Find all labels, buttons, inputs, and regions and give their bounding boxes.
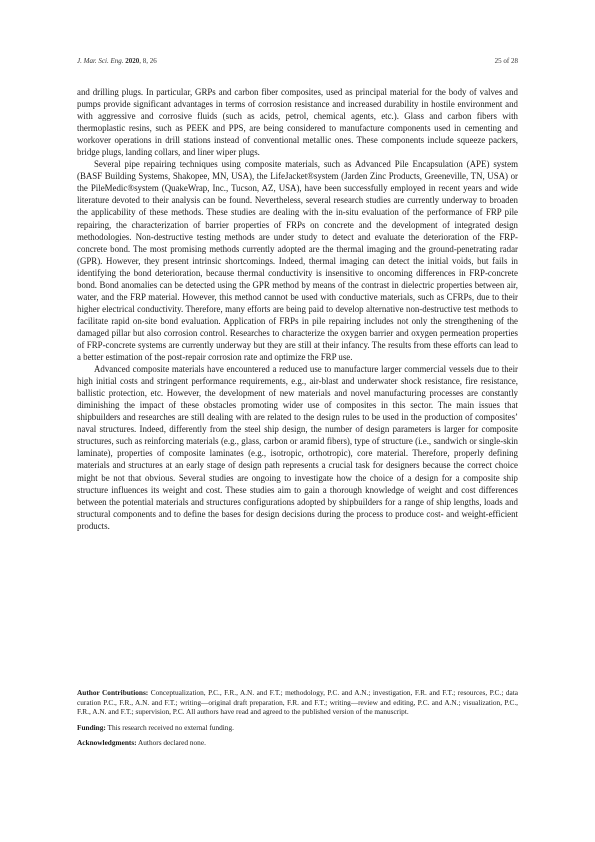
running-header <box>77 57 518 65</box>
acknowledgments <box>77 738 518 748</box>
funding-label: Funding: <box>77 722 106 732</box>
journal-year: 2020 <box>125 57 140 65</box>
author-contributions <box>77 688 518 717</box>
journal-name: J. Mar. Sci. Eng. <box>77 57 124 65</box>
journal-volume-pages: , 8, 26 <box>139 57 157 65</box>
author-contributions-label: Author Contributions: <box>77 688 149 697</box>
acknowledgments-text: Authors declared none. <box>138 738 206 748</box>
funding-text: This research received no external funding. <box>107 722 234 732</box>
page-number: 25 of 28 <box>494 57 518 65</box>
paragraph-1: and drilling plugs. In particular, GRPs and carbon fiber composites, used as principal material for the body of valves and pumps provide significant advantages in terms of corrosion resistance and increased durability in hostile environment and with aggressive and corrosive fluids (such as acids, petrol, chemical agents, etc.). Glass and carbon fibers with thermoplastic resins, such as PEEK and PPS, are being considered to manufacture components used in cementing and workover operations in drill stations instead of conventional metallic ones. These components include squeeze packers, bridge plugs, landing collars, and liner wiper plugs. <box>77 87 518 158</box>
paragraph-3: Advanced composite materials have encountered a reduced use to manufacture larger commercial vessels due to their high initial costs and stringent performance requirements, e.g., air-blast and underwater shock resistance, fire resistance, ballistic protection, etc. However, the development of new materials and novel manufacturing processes are constantly diminishing the impact of these obstacles promoting wider use of composites in this sector. The main issues that shipbuilders and researches are still dealing with are related to the design rules to be used in the production of composites’ naval structures. Indeed, differently from the steel ship design, the number of design parameters is larger for composite structures, such as reinforcing materials (e.g., glass, carbon or aramid fibers), type of structure (i.e., sandwich or single-skin laminate), properties of composite laminates (e.g., isotropic, orthotropic), core material. Therefore, properly defining materials and structures at an early stage of design path represents a crucial task for designers because the correct choice might be not that obvious. Several studies are ongoing to investigate how the choice of a design for a composite ship structure influences its weight and cost. These studies aim to gain a thorough knowledge of weight and cost differences between the potential materials and structures configurations adopted by shipbuilders for a range of ship lengths, loads and structural components and to define the bases for design decisions during the process to produce cost- and weight-efficient products. <box>77 364 518 531</box>
acknowledgments-label: Acknowledgments: <box>77 738 137 748</box>
paragraph-2: Several pipe repairing techniques using composite materials, such as Advanced Pile Encapsulation (APE) system (BASF Building Systems, Shakopee, MN, USA), the LifeJacket®system (Jarden Zinc Products, Greeneville, TN, USA) or the PileMedic®system (QuakeWrap, Inc., Tucson, AZ, USA), have been successfully employed in recent years and wide literature devoted to their analysis can be found. Nevertheless, several research studies are currently underway to broaden the applicability of these methods. These studies are dealing with the in-situ evaluation of the performance of FRP pile repairing, the characterization of barrier properties of FRPs on concrete and the development of integrated design methodologies. Non-destructive testing methods are under study to detect and evaluate the deterioration of the FRP-concrete bond. The most promising methods currently adopted are the thermal imaging and the ground-penetrating radar (GPR). However, they present intrinsic shortcomings. Indeed, thermal imaging can detect the initial voids, but fails in identifying the bond deterioration, because thermal conductivity is insensitive to oncoming differences in FRP-concrete bond. Bond anomalies can be detected using the GPR method by means of the contrast in dielectric properties between air, water, and the FRP material. However, this method cannot be used with conductive materials, such as CFRPs, due to their higher electrical conductivity. Therefore, many efforts are being paid to develop alternative non-destructive test methods to facilitate rapid on-site bond evaluation. Application of FRPs in pile repairing includes not only the strengthening of the damaged pillar but also corrosion control. Researches to characterize the oxygen barrier and oxygen permeation properties of FRP-concrete systems are currently underway but they are still at their infancy. The results from these efforts can lead to a better estimation of the post-repair corrosion rate and optimize the FRP use. <box>77 159 518 363</box>
journal-citation <box>77 57 157 65</box>
back-matter <box>77 688 518 754</box>
author-contributions-text: Conceptualization, P.C., F.R., A.N. and F.T.; methodology, P.C. and A.N.; investigation, F.R. and F.T.; resources, P.C.; data curation P.C., F.R., A.N. and F.T.; writing—original draft preparation, F.R. and F.T.; writing—review and editing, P.C. and A.N.; visualization, P.C., F.R., A.N. and F.T.; supervision, P.C. All authors have read and agreed to the published version of the manuscript. <box>77 688 518 717</box>
body-text <box>77 86 518 532</box>
funding <box>77 723 518 733</box>
